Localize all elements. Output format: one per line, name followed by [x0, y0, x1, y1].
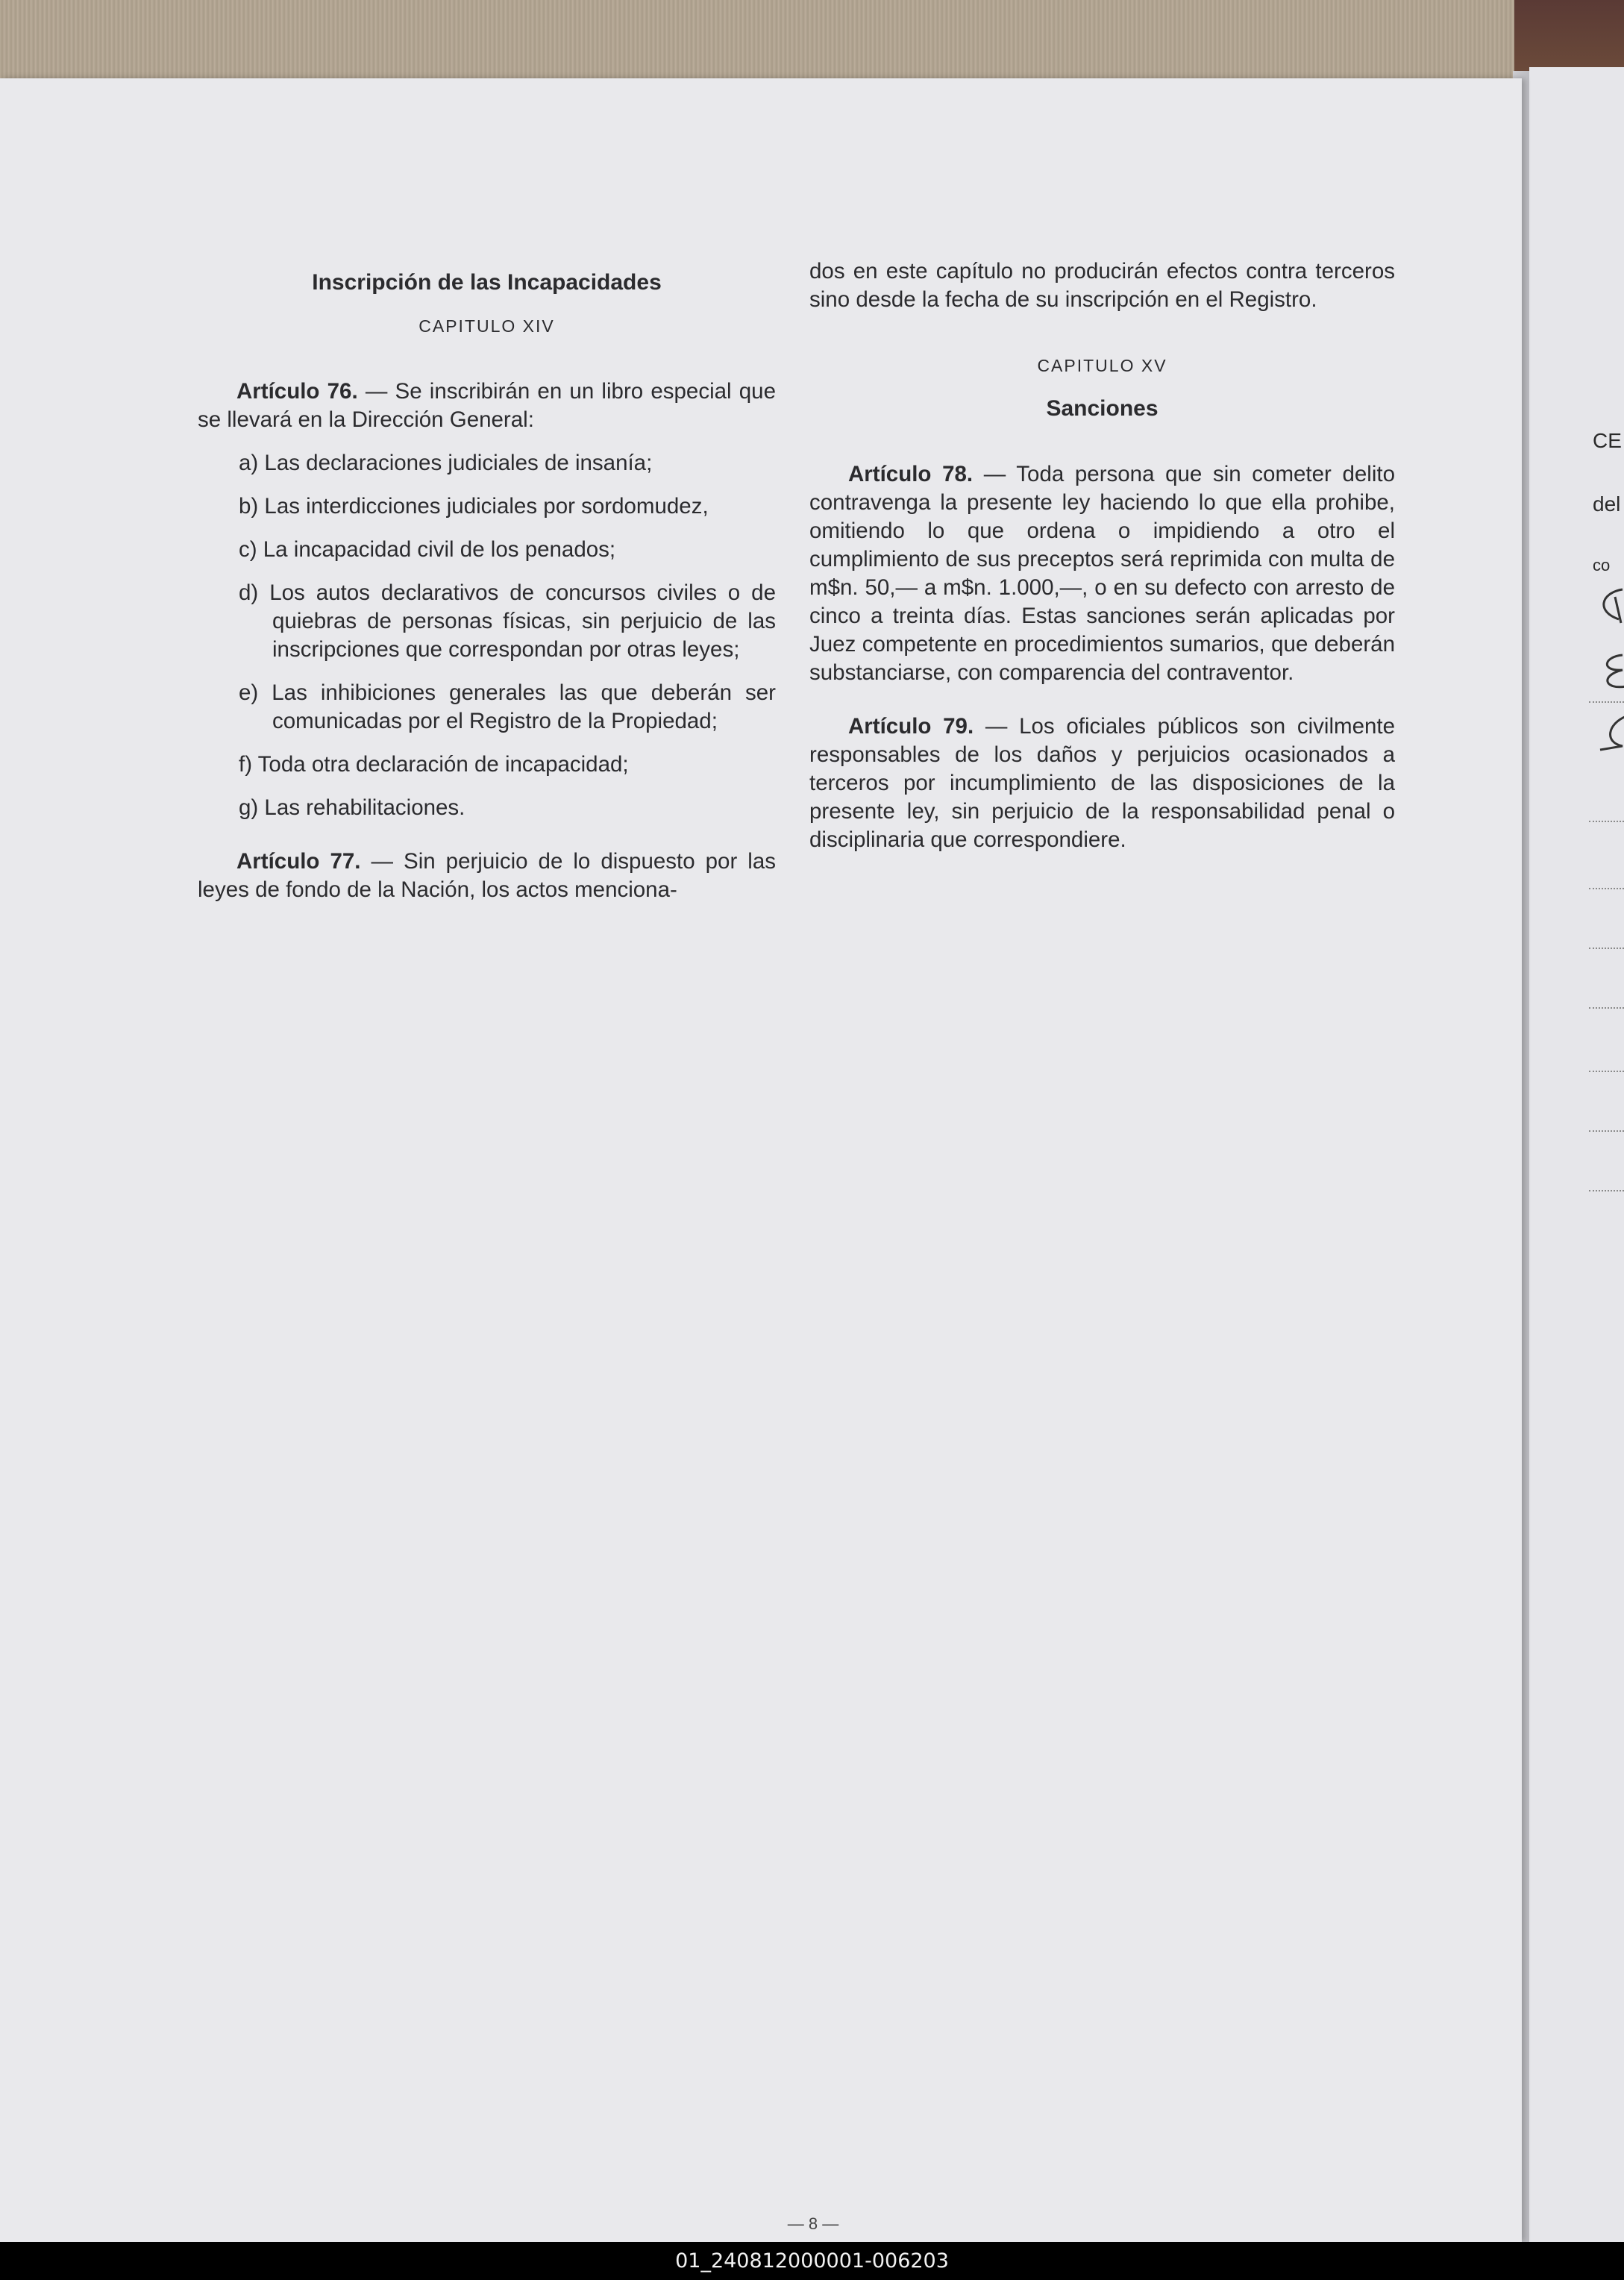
dotted-line: [1589, 701, 1624, 703]
handwriting-mark-1: [1585, 582, 1624, 627]
chapter-label-xv: CAPITULO XV: [1037, 356, 1167, 375]
right-column: [809, 257, 1395, 854]
binding-cloth-dark: [1514, 0, 1624, 71]
dotted-line: [1589, 1071, 1624, 1072]
handwriting-mark-2: [1585, 649, 1624, 694]
left-column: [198, 269, 776, 904]
binding-cloth: [0, 0, 1624, 90]
article-77: [198, 848, 776, 904]
handwriting-mark-3: [1585, 709, 1624, 754]
list-item: c) La incapacidad civil de los penados;: [239, 537, 616, 562]
dotted-line: [1589, 948, 1624, 949]
list-item: g) Las rehabilitaciones.: [239, 795, 465, 820]
dotted-line: [1589, 821, 1624, 822]
page-number: — 8 —: [787, 2214, 839, 2233]
list-item: b) Las interdicciones judiciales por sordomudez,: [239, 494, 709, 519]
section-title-incapacidades: Inscripción de las Incapacidades: [312, 270, 662, 295]
article-79-text: — Los oficiales públicos son civilmente responsables de los daños y perjuicios ocasionados a terceros por incumplimiento de las disposiciones de la presente ley, sin perjuicio de la responsabilidad penal o disciplinaria que correspondiere.: [809, 714, 1396, 852]
adjacent-fragment-3: co: [1593, 556, 1611, 574]
article-78: [809, 460, 1395, 687]
chapter-label-xiv: CAPITULO XIV: [418, 316, 555, 336]
footer-label: 01_240812000001-006203: [675, 2249, 949, 2273]
article-76-text: — Se inscribirán en un libro especial que se llevará en la Dirección General:: [198, 379, 776, 432]
article-76: [198, 378, 776, 434]
adjacent-page: [1529, 67, 1624, 2242]
article-78-title: Artículo 78.: [848, 462, 974, 486]
dotted-line: [1589, 1130, 1624, 1132]
article-76-title: Artículo 76.: [236, 379, 358, 404]
list-item: e) Las inhibiciones generales las que deberán ser comunicadas por el Registro de la Propiedad;: [239, 680, 776, 733]
list-item: f) Toda otra declaración de incapacidad;: [239, 752, 629, 777]
article-77-continuation: dos en este capítulo no producirán efectos contra terceros sino desde la fecha de su inscripción en el Registro.: [809, 259, 1395, 312]
dotted-line: [1589, 1190, 1624, 1191]
section-title-sanciones: Sanciones: [1046, 396, 1159, 421]
dotted-line: [1589, 1007, 1624, 1009]
adjacent-fragment-2: del: [1593, 492, 1621, 516]
article-79: [809, 712, 1395, 854]
adjacent-fragment-1: CE: [1593, 429, 1622, 452]
article-77-text: — Sin perjuicio de lo dispuesto por las leyes de fondo de la Nación, los actos menciona-: [198, 849, 776, 902]
footer-bar: [0, 2242, 1624, 2280]
list-item: d) Los autos declarativos de concursos civiles o de quiebras de personas físicas, sin perjuicio de las inscripciones que correspondan por otras leyes;: [239, 580, 776, 662]
list-item: a) Las declaraciones judiciales de insanía;: [239, 451, 653, 475]
article-77-title: Artículo 77.: [236, 849, 361, 874]
dotted-line: [1589, 888, 1624, 889]
article-79-title: Artículo 79.: [848, 714, 974, 739]
article-78-text: — Toda persona que sin cometer delito contravenga la presente ley haciendo lo que ella prohibe, omitiendo lo que ordena o impidiendo a otro el cumplimiento de sus preceptos será reprimida con multa de m$n. 50,— a m$n. 1.000,—, o en su defecto con arresto de cinco a treinta días. Estas sanciones serán aplicadas por Juez competente en procedimientos sumarios, que deberán substanciarse, con comparencia del contraventor.: [809, 462, 1395, 685]
